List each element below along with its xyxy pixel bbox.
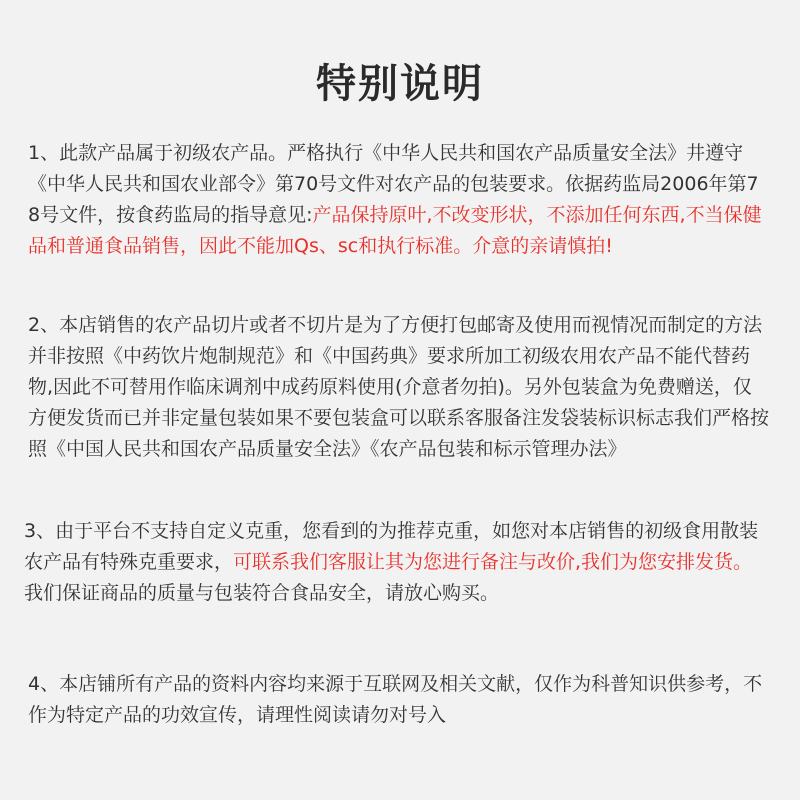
notice-paragraph-3 (24, 516, 766, 609)
paragraph-3-highlight: 可联系我们客服让其为您进行备注与改价,我们为您安排发货。 (233, 551, 753, 573)
paragraph-2-text: 2、本店销售的农产品切片或者不切片是为了方便打包邮寄及使用而视情况而制定的方法并非按照《中药饮片炮制规范》和《中国药典》要求所加工初级农用农产品不能代替药物,因此不可替用作临床调剂中成药原料使用(介意者勿拍)。另外包装盒为免费赠送，仅方便发货而已并非定量包装如果不要包装盒可以联系客服备注发袋装标识标志我们严格按照《中国人民共和国农产品质量安全法》《农产品包装和标示管理办法》 (28, 314, 770, 460)
notice-paragraph-1 (28, 138, 770, 262)
paragraph-1-highlight: 产品保持原叶,不改变形状，不添加任何东西,不当保健品和普通食品销售，因此不能加Qs、sc和执行标准。介意的亲请慎拍! (28, 204, 762, 257)
paragraph-1-text: 1、此款产品属于初级农产品。严格执行《中华人民共和国农产品质量安全法》井遵守《中华人民共和国农业部令》第70号文件对农产品的包装要求。依据药监局2006年第78号文件，按食药监局的指导意见: (28, 142, 759, 226)
page-title: 特别说明 (316, 61, 484, 107)
notice-paragraph-2 (28, 310, 770, 465)
paragraph-3-text-after: 我们保证商品的质量与包装符合食品安全，请放心购买。 (24, 582, 500, 604)
paragraph-4-text: 4、本店铺所有产品的资料内容均来源于互联网及相关文献，仅作为科普知识供参考，不作为特定产品的功效宣传，请理性阅读请勿对号入 (28, 673, 763, 726)
paragraph-3-text-before: 3、由于平台不支持自定义克重，您看到的为推荐克重，如您对本店销售的初级食用散装农产品有特殊克重要求， (24, 520, 759, 573)
notice-paragraph-4 (28, 669, 770, 731)
